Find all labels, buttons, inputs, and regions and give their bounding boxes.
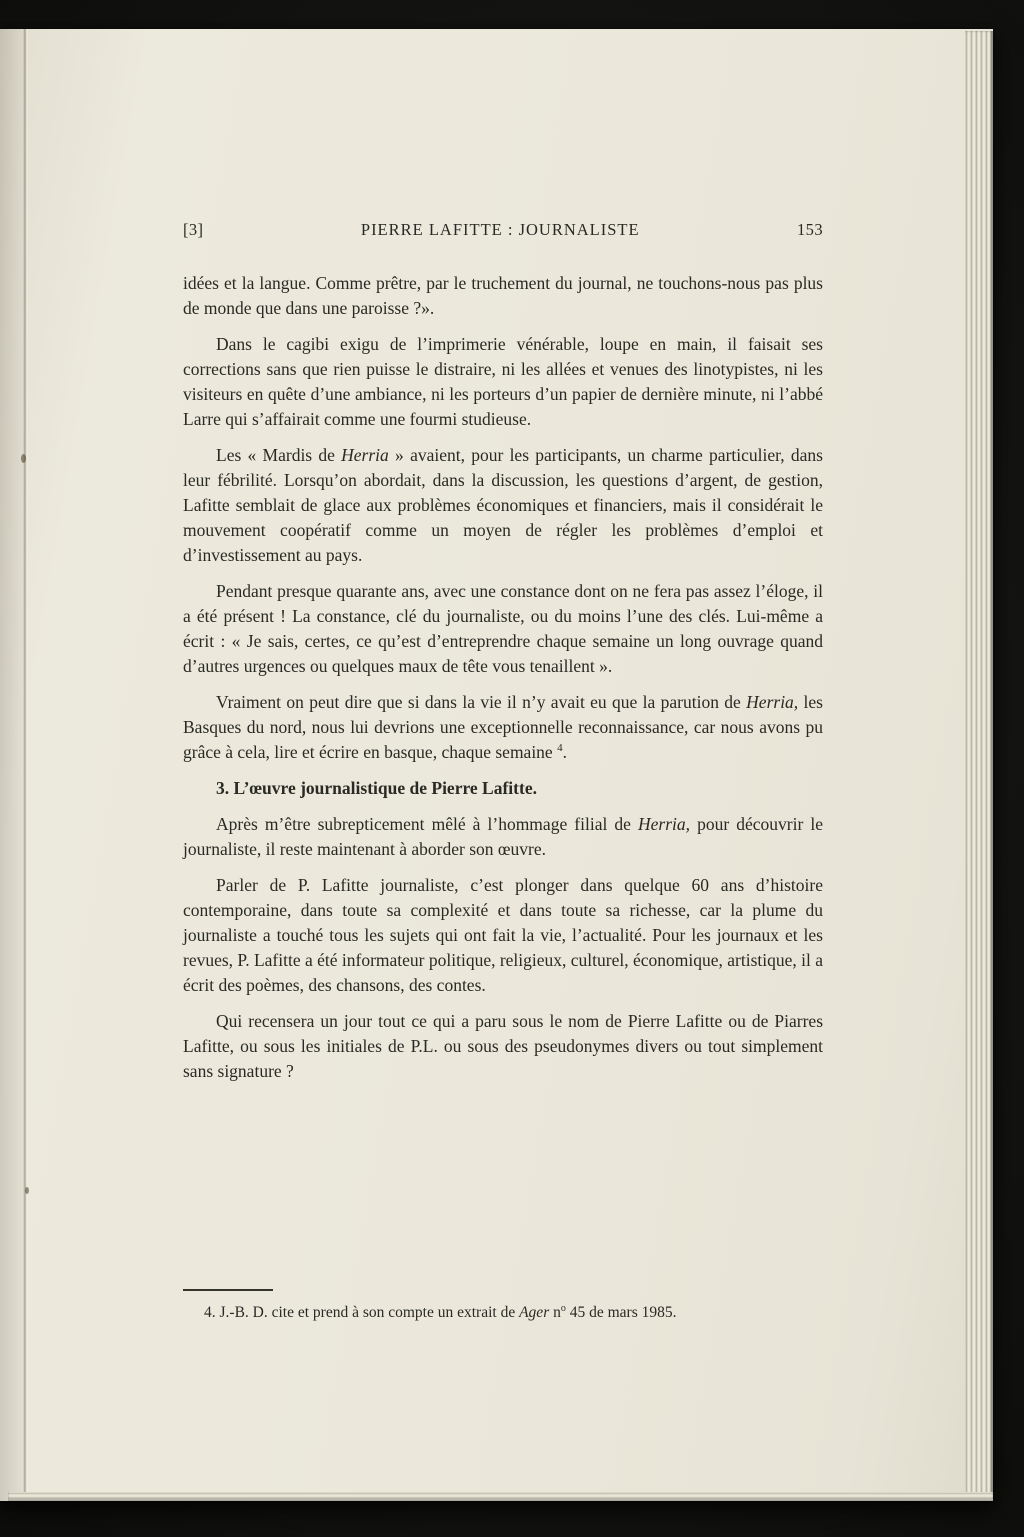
text-column [183, 220, 823, 1095]
text-run: Qui recensera un jour tout ce qui a paru sous le nom de Pierre Lafitte ou de Piarres Lafitte, ou sous les initiales de P.L. ou sous des pseudonymes divers ou tout simplement sans signature ? [183, 1011, 823, 1081]
paragraph-2 [183, 332, 823, 432]
page-edges-bottom [8, 1492, 993, 1501]
paragraph-5 [183, 690, 823, 765]
text-run: Dans le cagibi exigu de l’imprimerie vénérable, loupe en main, il faisait ses corrections sans que rien puisse le distraire, ni les allées et venues des linotypistes, ni les visiteurs en quête d’une ambiance, ni les porteurs d’un papier de dernière minute, ni l’abbé Larre qui s’affairait comme une fourmi studieuse. [183, 334, 823, 429]
text-run: pour découvrir le journaliste, il reste maintenant à aborder son œuvre. [183, 814, 823, 859]
running-title: PIERRE LAFITTE : JOURNALISTE [360, 220, 640, 239]
footnote-text [183, 1302, 823, 1323]
footnote-marker: 4 [557, 742, 563, 755]
running-header [183, 220, 823, 240]
journal-title-italic: Herria [341, 445, 389, 465]
book-page [0, 29, 993, 1501]
paragraph-7 [183, 873, 823, 998]
text-run: Vraiment on peut dire que si dans la vie il n’y avait eu que la parution de [216, 692, 747, 712]
page-edges-right [965, 31, 993, 1497]
text-run: 45 de mars 1985. [565, 1304, 677, 1321]
paragraph-3 [183, 443, 823, 568]
paper-speck [25, 1187, 29, 1194]
text-run: Après m’être subrepticement mêlé à l’hommage filial de [216, 814, 638, 834]
article-section-number: [3] [183, 220, 204, 239]
text-run: 4. J.-B. D. cite et prend à son compte un extrait de [204, 1304, 520, 1321]
text-run: . [562, 742, 567, 762]
paragraph-8 [183, 1009, 823, 1084]
page-crease [23, 29, 28, 1501]
paper-speck [21, 454, 26, 463]
paragraph-1 [183, 271, 823, 321]
section-heading: 3. L’œuvre journalistique de Pierre Lafitte. [216, 778, 537, 798]
footnote [183, 1289, 823, 1323]
journal-title-italic: Ager [519, 1304, 550, 1321]
page-number: 153 [797, 220, 823, 239]
journal-title-italic: Herria, [638, 814, 691, 834]
text-run: » avaient, pour les participants, un charme particulier, dans leur fébrilité. Lorsqu’on abordait, dans la discussion, les questions d’argent, de gestion, Lafitte semblait de glace aux problèmes économiques et financiers, mais il considérait le mouvement coopératif comme un moyen de régler les problèmes d’emploi et d’investissement au pays. [183, 445, 823, 565]
text-run: les Basques du nord, nous lui devrions une exceptionnelle reconnaissance, car nous avons pu grâce à cela, lire et écrire en basque, chaque semaine [183, 692, 823, 762]
text-run: n [549, 1304, 561, 1321]
body-text [183, 271, 823, 1084]
journal-title-italic: Herria, [746, 692, 799, 712]
text-run: idées et la langue. Comme prêtre, par le truchement du journal, ne touchons-nous pas plus de monde que dans une paroisse ?». [183, 273, 823, 318]
paragraph-4 [183, 579, 823, 679]
text-run: Les « Mardis de [216, 445, 342, 465]
text-run: Parler de P. Lafitte journaliste, c’est plonger dans quelque 60 ans d’histoire contemporaine, dans toute sa complexité et dans toute sa richesse, car la plume du journaliste a touché tous les sujets qui ont fait la vie, l’actualité. Pour les journaux et les revues, P. Lafitte a été informateur politique, religieux, culturel, économique, artistique, il a écrit des poèmes, des chansons, des contes. [183, 875, 823, 995]
text-run: Pendant presque quarante ans, avec une constance dont on ne fera pas assez l’éloge, il a été présent ! La constance, clé du journaliste, ou du moins l’une des clés. Lui-même a écrit : « Je sais, certes, ce qu’est d’entreprendre chaque semaine un long ouvrage quand d’autres urgences ou quelques maux de tête vous tenaillent ». [183, 581, 823, 676]
footnote-separator [183, 1289, 273, 1291]
ordinal-indicator: o [560, 1302, 566, 1314]
paragraph-6 [183, 812, 823, 862]
